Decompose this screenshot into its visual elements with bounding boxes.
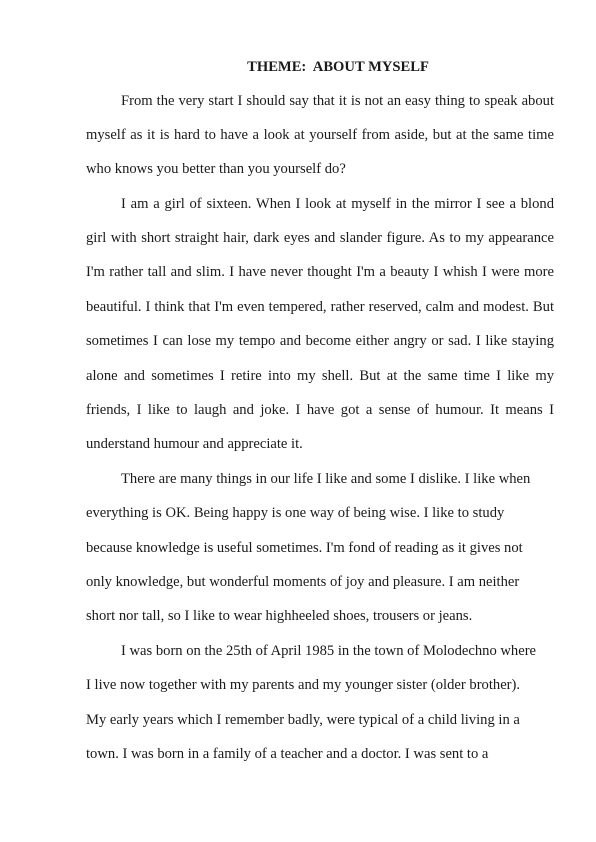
text-line: From the very start I should say that it is not an easy thing to speak about — [121, 93, 554, 109]
text-line: only knowledge, but wonderful moments of joy and pleasure. I am neither — [86, 574, 520, 590]
text-line: I live now together with my parents and my younger sister (older brother). — [86, 677, 521, 693]
text-line: I was born on the 25th of April 1985 in the town of Molodechno where — [121, 643, 537, 659]
text-line: There are many things in our life I like and some I dislike. I like when — [121, 471, 531, 487]
text-line: beautiful. I think that I'm even tempered, rather reserved, calm and modest. But — [86, 299, 554, 315]
text-line: town. I was born in a family of a teacher and a doctor. I was sent to a — [86, 746, 489, 762]
text-line: myself as it is hard to have a look at yourself from aside, but at the same time — [86, 127, 554, 143]
text-line: everything is OK. Being happy is one way of being wise. I like to study — [86, 505, 505, 521]
text-line: alone and sometimes I retire into my shell. But at the same time I like my — [86, 368, 554, 384]
document-title: THEME: ABOUT MYSELF — [247, 59, 429, 75]
text-line: understand humour and appreciate it. — [86, 436, 303, 452]
text-line: friends, I like to laugh and joke. I have got a sense of humour. It means I — [86, 402, 554, 418]
text-line: I am a girl of sixteen. When I look at myself in the mirror I see a blond — [121, 196, 554, 212]
text-line: sometimes I can lose my tempo and become either angry or sad. I like staying — [86, 333, 554, 349]
text-line: girl with short straight hair, dark eyes and slander figure. As to my appearance — [86, 230, 554, 246]
text-line: because knowledge is useful sometimes. I'm fond of reading as it gives not — [86, 540, 523, 556]
text-line: I'm rather tall and slim. I have never thought I'm a beauty I whish I were more — [86, 264, 554, 280]
text-line: who knows you better than you yourself do? — [86, 161, 346, 177]
text-line: short nor tall, so I like to wear highheeled shoes, trousers or jeans. — [86, 608, 473, 624]
text-line: My early years which I remember badly, were typical of a child living in a — [86, 712, 520, 728]
